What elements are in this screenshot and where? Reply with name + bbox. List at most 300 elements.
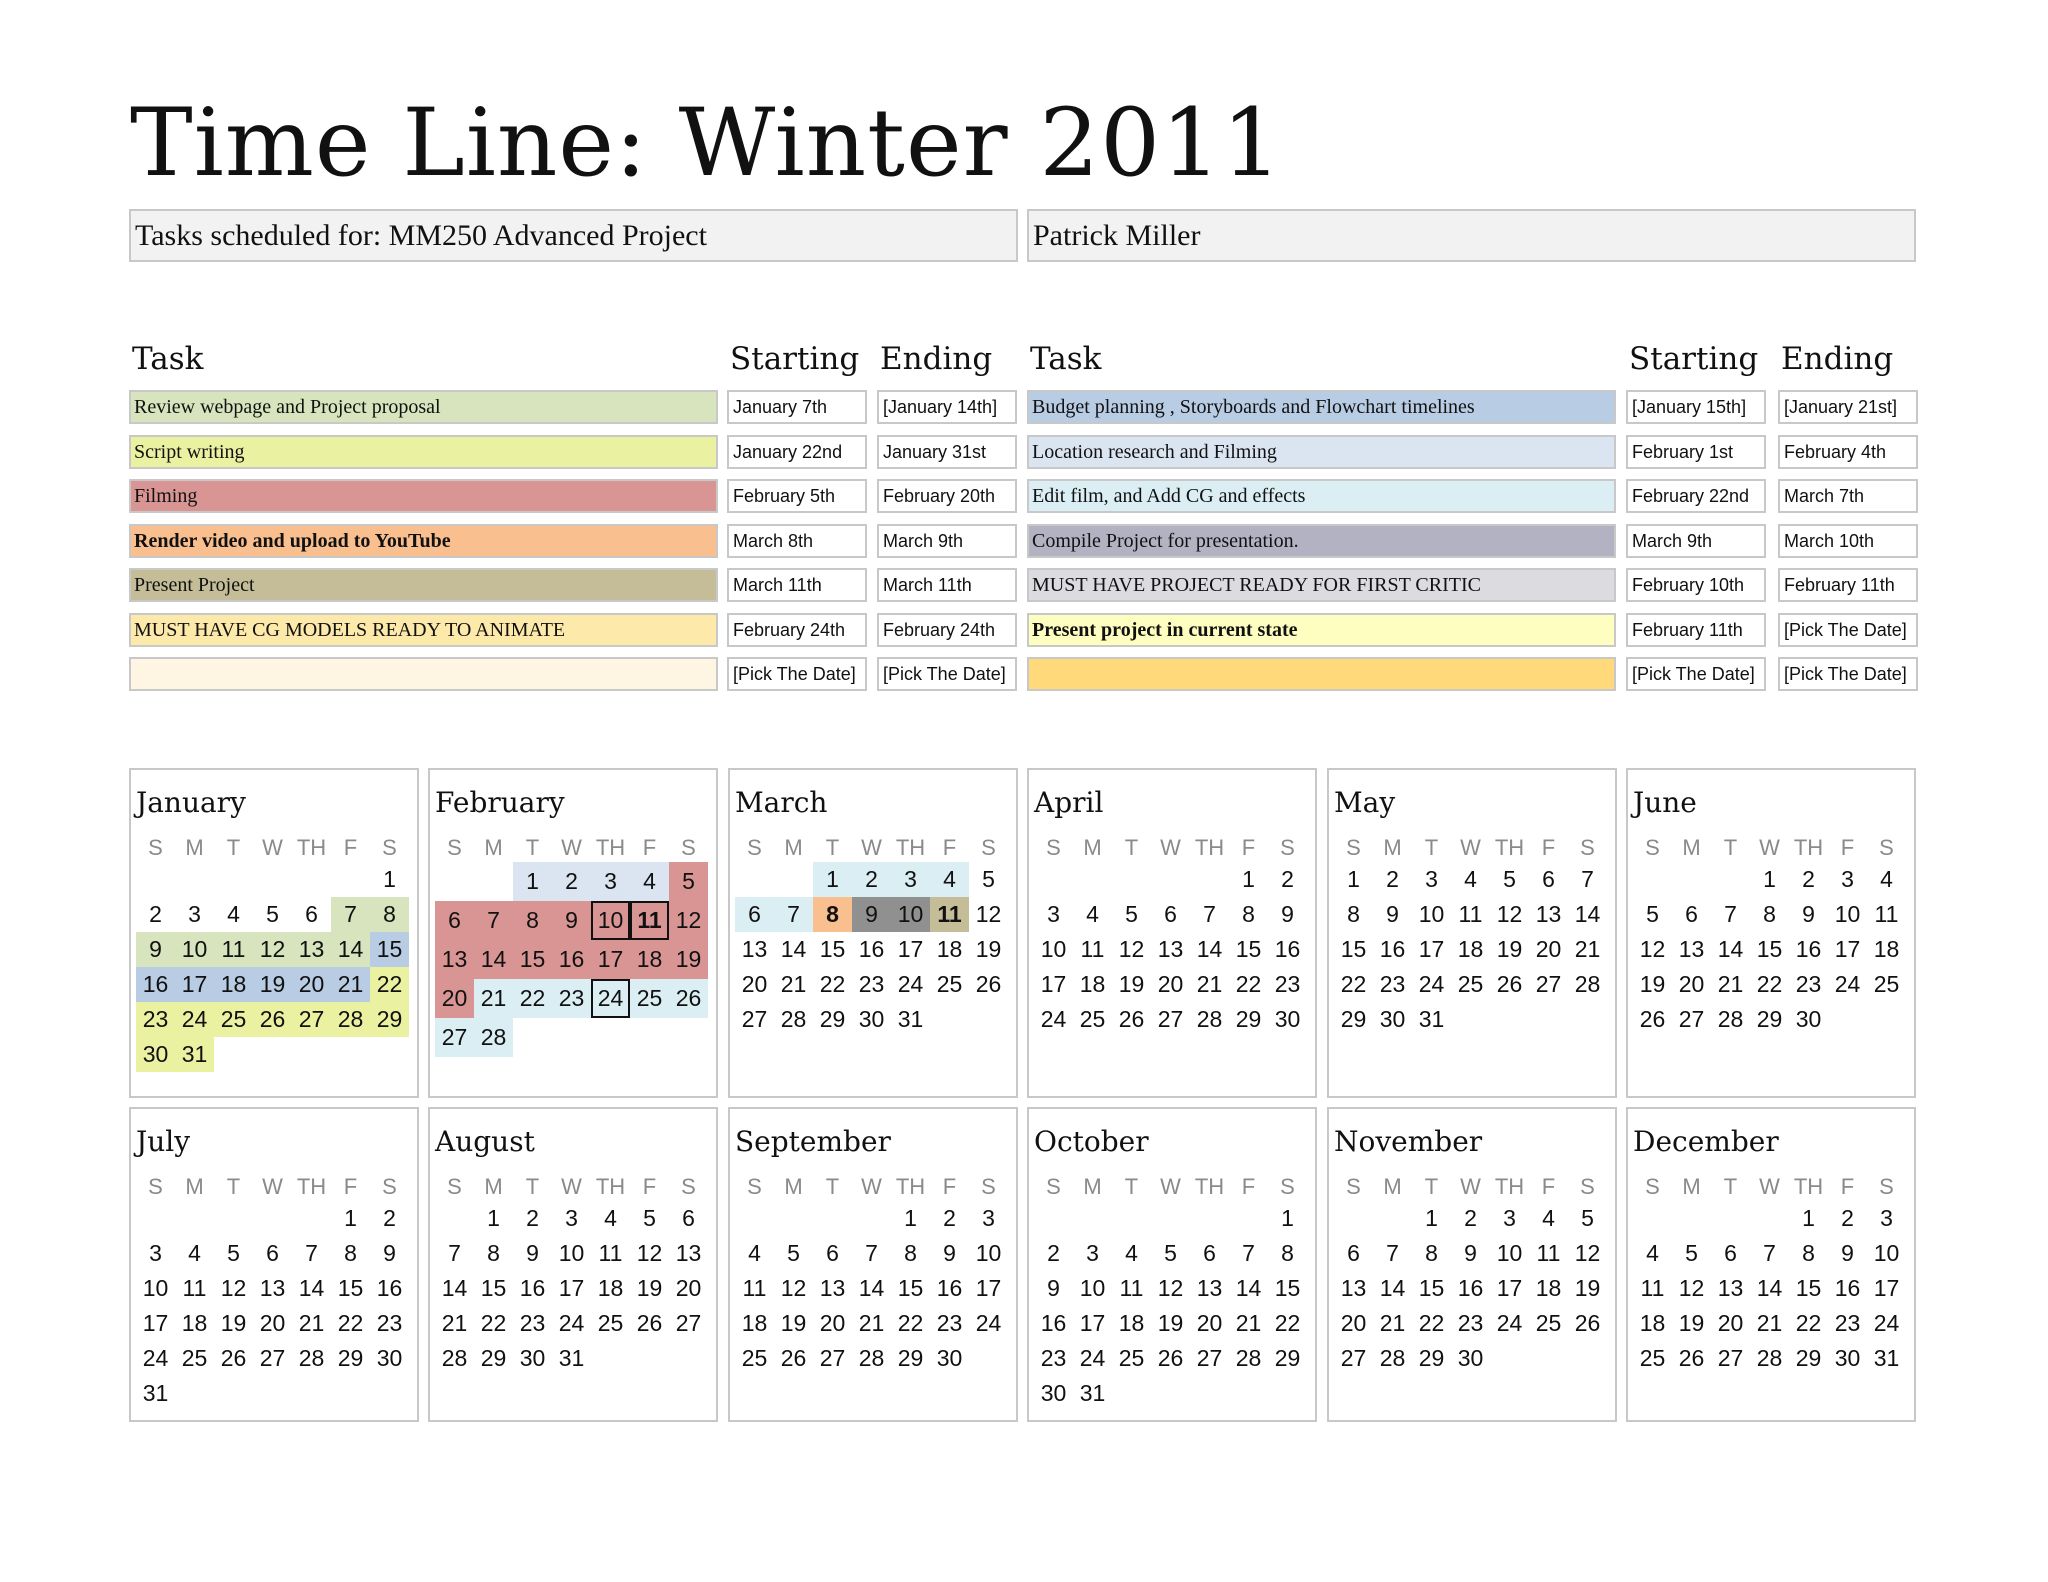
day-cell[interactable]: 25	[1079, 1006, 1106, 1032]
day-cell[interactable]: 25	[597, 1310, 624, 1336]
day-cell[interactable]: 2	[943, 1205, 956, 1231]
day-cell[interactable]: 15	[480, 1275, 507, 1301]
day-cell[interactable]: 21	[1574, 936, 1601, 962]
day-cell[interactable]: 1	[344, 1205, 357, 1231]
day-cell[interactable]: 15	[819, 936, 846, 962]
day-cell[interactable]: 7	[1242, 1240, 1255, 1266]
day-cell[interactable]: 19	[780, 1310, 807, 1336]
day-cell[interactable]: 8	[1281, 1240, 1294, 1266]
day-cell[interactable]: 7	[474, 901, 513, 940]
day-cell[interactable]: 2	[1047, 1240, 1060, 1266]
day-cell[interactable]: 17	[1079, 1310, 1106, 1336]
day-cell[interactable]: 27	[1340, 1345, 1367, 1371]
start-date-field-left[interactable]: February 24th	[727, 613, 867, 647]
task-field-right[interactable]: Present project in current state	[1027, 613, 1616, 647]
day-cell[interactable]: 12	[1118, 936, 1145, 962]
day-cell[interactable]: 20	[1340, 1310, 1367, 1336]
day-cell[interactable]: 28	[858, 1345, 885, 1371]
task-field-right[interactable]: Budget planning , Storyboards and Flowchart timelines	[1027, 390, 1616, 424]
day-cell[interactable]: 23	[552, 979, 591, 1018]
day-cell[interactable]: 24	[1834, 971, 1861, 997]
day-cell[interactable]: 21	[298, 1310, 325, 1336]
day-cell[interactable]: 17	[897, 936, 924, 962]
day-cell[interactable]: 23	[1795, 971, 1822, 997]
day-cell[interactable]: 18	[1873, 936, 1900, 962]
day-cell[interactable]: 14	[1574, 901, 1601, 927]
end-date-field-left[interactable]: [January 14th]	[877, 390, 1017, 424]
day-cell[interactable]: 23	[1274, 971, 1301, 997]
day-cell[interactable]: 11	[630, 901, 669, 940]
task-field-left[interactable]	[129, 657, 718, 691]
day-cell[interactable]: 4	[1464, 866, 1477, 892]
day-cell[interactable]: 10	[1040, 936, 1067, 962]
day-cell[interactable]: 22	[1235, 971, 1262, 997]
day-cell[interactable]: 26	[253, 1002, 292, 1037]
day-cell[interactable]: 2	[1841, 1205, 1854, 1231]
day-cell[interactable]: 4	[1125, 1240, 1138, 1266]
end-date-field-right[interactable]: [January 21st]	[1778, 390, 1918, 424]
day-cell[interactable]: 22	[819, 971, 846, 997]
day-cell[interactable]: 5	[1164, 1240, 1177, 1266]
day-cell[interactable]: 15	[1274, 1275, 1301, 1301]
day-cell[interactable]: 22	[1340, 971, 1367, 997]
day-cell[interactable]: 11	[1458, 901, 1483, 927]
day-cell[interactable]: 4	[227, 901, 240, 927]
end-date-field-right[interactable]: February 4th	[1778, 435, 1918, 469]
day-cell[interactable]: 22	[513, 979, 552, 1018]
day-cell[interactable]: 4	[604, 1205, 617, 1231]
day-cell[interactable]: 16	[519, 1275, 546, 1301]
day-cell[interactable]: 5	[1581, 1205, 1594, 1231]
day-cell[interactable]: 3	[1425, 866, 1438, 892]
day-cell[interactable]: 27	[259, 1345, 286, 1371]
day-cell[interactable]: 13	[1535, 901, 1562, 927]
day-cell[interactable]: 26	[1157, 1345, 1184, 1371]
day-cell[interactable]: 18	[1079, 971, 1106, 997]
day-cell[interactable]: 14	[780, 936, 807, 962]
day-cell[interactable]: 23	[376, 1310, 403, 1336]
day-cell[interactable]: 16	[1834, 1275, 1861, 1301]
day-cell[interactable]: 8	[487, 1240, 500, 1266]
day-cell[interactable]: 30	[936, 1345, 963, 1371]
day-cell[interactable]: 31	[142, 1380, 169, 1406]
day-cell[interactable]: 10	[142, 1275, 169, 1301]
day-cell[interactable]: 14	[331, 932, 370, 967]
day-cell[interactable]: 11	[598, 1240, 623, 1266]
day-cell[interactable]: 20	[1196, 1310, 1223, 1336]
day-cell[interactable]: 31	[897, 1006, 924, 1032]
day-cell[interactable]: 22	[337, 1310, 364, 1336]
day-cell[interactable]: 16	[1379, 936, 1406, 962]
day-cell[interactable]: 15	[1235, 936, 1262, 962]
day-cell[interactable]: 26	[636, 1310, 663, 1336]
day-cell[interactable]: 10	[1418, 901, 1445, 927]
day-cell[interactable]: 28	[441, 1345, 468, 1371]
day-cell[interactable]: 18	[214, 967, 253, 1002]
course-field[interactable]: Tasks scheduled for: MM250 Advanced Project	[129, 209, 1018, 262]
day-cell[interactable]: 19	[1118, 971, 1145, 997]
day-cell[interactable]: 2	[1386, 866, 1399, 892]
day-cell[interactable]: 15	[1340, 936, 1367, 962]
day-cell[interactable]: 14	[1379, 1275, 1406, 1301]
day-cell[interactable]: 10	[1496, 1240, 1523, 1266]
day-cell[interactable]: 30	[1274, 1006, 1301, 1032]
day-cell[interactable]: 11	[182, 1275, 207, 1301]
task-field-right[interactable]: Edit film, and Add CG and effects	[1027, 479, 1616, 513]
day-cell[interactable]: 24	[1873, 1310, 1900, 1336]
day-cell[interactable]: 9	[1281, 901, 1294, 927]
day-cell[interactable]: 29	[1274, 1345, 1301, 1371]
day-cell[interactable]: 27	[1157, 1006, 1184, 1032]
day-cell[interactable]: 9	[383, 1240, 396, 1266]
day-cell[interactable]: 19	[1496, 936, 1523, 962]
day-cell[interactable]: 29	[480, 1345, 507, 1371]
day-cell[interactable]: 28	[1379, 1345, 1406, 1371]
day-cell[interactable]: 22	[480, 1310, 507, 1336]
day-cell[interactable]: 15	[1795, 1275, 1822, 1301]
day-cell[interactable]: 28	[1196, 1006, 1223, 1032]
day-cell[interactable]: 7	[1203, 901, 1216, 927]
day-cell[interactable]: 15	[370, 932, 409, 967]
day-cell[interactable]: 1	[1425, 1205, 1438, 1231]
day-cell[interactable]: 24	[558, 1310, 585, 1336]
day-cell[interactable]: 21	[1379, 1310, 1406, 1336]
start-date-field-right[interactable]: February 1st	[1626, 435, 1766, 469]
start-date-field-right[interactable]: [January 15th]	[1626, 390, 1766, 424]
day-cell[interactable]: 12	[253, 932, 292, 967]
day-cell[interactable]: 4	[1880, 866, 1893, 892]
day-cell[interactable]: 27	[1196, 1345, 1223, 1371]
day-cell[interactable]: 12	[1639, 936, 1666, 962]
day-cell[interactable]: 3	[591, 862, 630, 901]
start-date-field-left[interactable]: March 11th	[727, 568, 867, 602]
day-cell[interactable]: 26	[1678, 1345, 1705, 1371]
day-cell[interactable]: 20	[1717, 1310, 1744, 1336]
day-cell[interactable]: 17	[558, 1275, 585, 1301]
day-cell[interactable]: 1	[487, 1205, 500, 1231]
end-date-field-right[interactable]: March 10th	[1778, 524, 1918, 558]
day-cell[interactable]: 25	[1639, 1345, 1666, 1371]
day-cell[interactable]: 22	[1274, 1310, 1301, 1336]
day-cell[interactable]: 5	[787, 1240, 800, 1266]
day-cell[interactable]: 29	[337, 1345, 364, 1371]
day-cell[interactable]: 1	[904, 1205, 917, 1231]
day-cell[interactable]: 19	[1574, 1275, 1601, 1301]
day-cell[interactable]: 19	[975, 936, 1002, 962]
end-date-field-right[interactable]: February 11th	[1778, 568, 1918, 602]
end-date-field-right[interactable]: [Pick The Date]	[1778, 657, 1918, 691]
day-cell[interactable]: 1	[1763, 866, 1776, 892]
start-date-field-right[interactable]: March 9th	[1626, 524, 1766, 558]
day-cell[interactable]: 31	[558, 1345, 585, 1371]
day-cell[interactable]: 5	[982, 866, 995, 892]
task-field-left[interactable]: MUST HAVE CG MODELS READY TO ANIMATE	[129, 613, 718, 647]
day-cell[interactable]: 16	[1457, 1275, 1484, 1301]
day-cell[interactable]: 23	[858, 971, 885, 997]
day-cell[interactable]: 11	[1536, 1240, 1561, 1266]
day-cell[interactable]: 14	[1196, 936, 1223, 962]
day-cell[interactable]: 22	[1418, 1310, 1445, 1336]
day-cell[interactable]: 2	[1464, 1205, 1477, 1231]
day-cell[interactable]: 21	[474, 979, 513, 1018]
day-cell[interactable]: 7	[1724, 901, 1737, 927]
day-cell[interactable]: 27	[819, 1345, 846, 1371]
day-cell[interactable]: 13	[675, 1240, 702, 1266]
day-cell[interactable]: 19	[1639, 971, 1666, 997]
day-cell[interactable]: 24	[175, 1002, 214, 1037]
day-cell[interactable]: 1	[1242, 866, 1255, 892]
day-cell[interactable]: 22	[370, 967, 409, 1002]
day-cell[interactable]: 4	[188, 1240, 201, 1266]
day-cell[interactable]: 21	[1196, 971, 1223, 997]
day-cell[interactable]: 12	[780, 1275, 807, 1301]
day-cell[interactable]: 15	[513, 940, 552, 979]
day-cell[interactable]: 13	[1157, 936, 1184, 962]
day-cell[interactable]: 25	[1535, 1310, 1562, 1336]
day-cell[interactable]: 10	[175, 932, 214, 967]
task-field-left[interactable]: Render video and upload to YouTube	[129, 524, 718, 558]
day-cell[interactable]: 17	[591, 940, 630, 979]
day-cell[interactable]: 8	[1242, 901, 1255, 927]
day-cell[interactable]: 20	[675, 1275, 702, 1301]
day-cell[interactable]: 19	[220, 1310, 247, 1336]
day-cell[interactable]: 8	[904, 1240, 917, 1266]
day-cell[interactable]: 13	[435, 940, 474, 979]
day-cell[interactable]: 24	[1418, 971, 1445, 997]
day-cell[interactable]: 16	[936, 1275, 963, 1301]
day-cell[interactable]: 4	[930, 862, 969, 897]
day-cell[interactable]: 20	[435, 979, 474, 1018]
day-cell[interactable]: 8	[1347, 901, 1360, 927]
end-date-field-left[interactable]: January 31st	[877, 435, 1017, 469]
day-cell[interactable]: 6	[1164, 901, 1177, 927]
day-cell[interactable]: 24	[591, 979, 630, 1018]
day-cell[interactable]: 29	[819, 1006, 846, 1032]
day-cell[interactable]: 8	[370, 897, 409, 932]
day-cell[interactable]: 23	[1834, 1310, 1861, 1336]
day-cell[interactable]: 26	[669, 979, 708, 1018]
day-cell[interactable]: 6	[1542, 866, 1555, 892]
day-cell[interactable]: 30	[136, 1037, 175, 1072]
day-cell[interactable]: 17	[975, 1275, 1002, 1301]
day-cell[interactable]: 21	[1235, 1310, 1262, 1336]
day-cell[interactable]: 9	[136, 932, 175, 967]
day-cell[interactable]: 22	[897, 1310, 924, 1336]
end-date-field-left[interactable]: [Pick The Date]	[877, 657, 1017, 691]
day-cell[interactable]: 29	[1235, 1006, 1262, 1032]
day-cell[interactable]: 12	[1678, 1275, 1705, 1301]
day-cell[interactable]: 7	[774, 897, 813, 932]
day-cell[interactable]: 5	[227, 1240, 240, 1266]
day-cell[interactable]: 25	[1457, 971, 1484, 997]
day-cell[interactable]: 17	[1040, 971, 1067, 997]
day-cell[interactable]: 25	[630, 979, 669, 1018]
day-cell[interactable]: 28	[331, 1002, 370, 1037]
day-cell[interactable]: 9	[1386, 901, 1399, 927]
start-date-field-left[interactable]: [Pick The Date]	[727, 657, 867, 691]
day-cell[interactable]: 28	[1235, 1345, 1262, 1371]
day-cell[interactable]: 1	[513, 862, 552, 901]
day-cell[interactable]: 30	[519, 1345, 546, 1371]
day-cell[interactable]: 9	[1802, 901, 1815, 927]
day-cell[interactable]: 18	[1535, 1275, 1562, 1301]
day-cell[interactable]: 3	[149, 1240, 162, 1266]
day-cell[interactable]: 19	[1157, 1310, 1184, 1336]
day-cell[interactable]: 3	[982, 1205, 995, 1231]
day-cell[interactable]: 11	[214, 932, 253, 967]
day-cell[interactable]: 8	[513, 901, 552, 940]
day-cell[interactable]: 24	[897, 971, 924, 997]
day-cell[interactable]: 8	[1763, 901, 1776, 927]
day-cell[interactable]: 11	[1080, 936, 1105, 962]
day-cell[interactable]: 30	[1795, 1006, 1822, 1032]
day-cell[interactable]: 3	[1047, 901, 1060, 927]
day-cell[interactable]: 9	[852, 897, 891, 932]
day-cell[interactable]: 10	[975, 1240, 1002, 1266]
day-cell[interactable]: 9	[552, 901, 591, 940]
day-cell[interactable]: 23	[1457, 1310, 1484, 1336]
day-cell[interactable]: 30	[1834, 1345, 1861, 1371]
day-cell[interactable]: 28	[298, 1345, 325, 1371]
day-cell[interactable]: 3	[565, 1205, 578, 1231]
day-cell[interactable]: 8	[344, 1240, 357, 1266]
day-cell[interactable]: 15	[897, 1275, 924, 1301]
day-cell[interactable]: 31	[1418, 1006, 1445, 1032]
day-cell[interactable]: 13	[741, 936, 768, 962]
end-date-field-left[interactable]: February 24th	[877, 613, 1017, 647]
day-cell[interactable]: 15	[1756, 936, 1783, 962]
day-cell[interactable]: 5	[1685, 1240, 1698, 1266]
day-cell[interactable]: 16	[1040, 1310, 1067, 1336]
day-cell[interactable]: 25	[936, 971, 963, 997]
day-cell[interactable]: 18	[741, 1310, 768, 1336]
day-cell[interactable]: 7	[305, 1240, 318, 1266]
day-cell[interactable]: 13	[1717, 1275, 1744, 1301]
task-field-left[interactable]: Script writing	[129, 435, 718, 469]
day-cell[interactable]: 13	[819, 1275, 846, 1301]
day-cell[interactable]: 5	[1125, 901, 1138, 927]
day-cell[interactable]: 9	[1464, 1240, 1477, 1266]
day-cell[interactable]: 7	[1386, 1240, 1399, 1266]
day-cell[interactable]: 30	[1040, 1380, 1067, 1406]
day-cell[interactable]: 5	[1503, 866, 1516, 892]
day-cell[interactable]: 8	[1425, 1240, 1438, 1266]
start-date-field-right[interactable]: [Pick The Date]	[1626, 657, 1766, 691]
day-cell[interactable]: 20	[1678, 971, 1705, 997]
day-cell[interactable]: 14	[858, 1275, 885, 1301]
day-cell[interactable]: 12	[1157, 1275, 1184, 1301]
day-cell[interactable]: 5	[266, 901, 279, 927]
day-cell[interactable]: 17	[142, 1310, 169, 1336]
day-cell[interactable]: 12	[220, 1275, 247, 1301]
day-cell[interactable]: 4	[1086, 901, 1099, 927]
day-cell[interactable]: 8	[813, 897, 852, 932]
day-cell[interactable]: 6	[435, 901, 474, 940]
day-cell[interactable]: 25	[181, 1345, 208, 1371]
end-date-field-left[interactable]: February 20th	[877, 479, 1017, 513]
day-cell[interactable]: 13	[1340, 1275, 1367, 1301]
day-cell[interactable]: 16	[1274, 936, 1301, 962]
day-cell[interactable]: 2	[149, 901, 162, 927]
day-cell[interactable]: 1	[1802, 1205, 1815, 1231]
day-cell[interactable]: 31	[1873, 1345, 1900, 1371]
day-cell[interactable]: 21	[858, 1310, 885, 1336]
day-cell[interactable]: 19	[636, 1275, 663, 1301]
day-cell[interactable]: 23	[136, 1002, 175, 1037]
start-date-field-left[interactable]: January 7th	[727, 390, 867, 424]
task-field-left[interactable]: Review webpage and Project proposal	[129, 390, 718, 424]
day-cell[interactable]: 26	[1118, 1006, 1145, 1032]
day-cell[interactable]: 18	[181, 1310, 208, 1336]
day-cell[interactable]: 16	[136, 967, 175, 1002]
day-cell[interactable]: 24	[142, 1345, 169, 1371]
day-cell[interactable]: 30	[1457, 1345, 1484, 1371]
day-cell[interactable]: 8	[1802, 1240, 1815, 1266]
day-cell[interactable]: 25	[1873, 971, 1900, 997]
day-cell[interactable]: 15	[337, 1275, 364, 1301]
day-cell[interactable]: 12	[1574, 1240, 1601, 1266]
start-date-field-left[interactable]: January 22nd	[727, 435, 867, 469]
day-cell[interactable]: 16	[376, 1275, 403, 1301]
start-date-field-right[interactable]: February 22nd	[1626, 479, 1766, 513]
day-cell[interactable]: 30	[858, 1006, 885, 1032]
day-cell[interactable]: 2	[526, 1205, 539, 1231]
task-field-right[interactable]: Location research and Filming	[1027, 435, 1616, 469]
day-cell[interactable]: 4	[1646, 1240, 1659, 1266]
day-cell[interactable]: 16	[858, 936, 885, 962]
day-cell[interactable]: 29	[1795, 1345, 1822, 1371]
day-cell[interactable]: 23	[936, 1310, 963, 1336]
day-cell[interactable]: 27	[1535, 971, 1562, 997]
day-cell[interactable]: 22	[1795, 1310, 1822, 1336]
day-cell[interactable]: 1	[1347, 866, 1360, 892]
day-cell[interactable]: 21	[441, 1310, 468, 1336]
day-cell[interactable]: 14	[474, 940, 513, 979]
day-cell[interactable]: 3	[1880, 1205, 1893, 1231]
day-cell[interactable]: 18	[597, 1275, 624, 1301]
day-cell[interactable]: 29	[1340, 1006, 1367, 1032]
day-cell[interactable]: 20	[259, 1310, 286, 1336]
day-cell[interactable]: 23	[1040, 1345, 1067, 1371]
day-cell[interactable]: 6	[682, 1205, 695, 1231]
day-cell[interactable]: 2	[1281, 866, 1294, 892]
day-cell[interactable]: 29	[370, 1002, 409, 1037]
day-cell[interactable]: 18	[1639, 1310, 1666, 1336]
day-cell[interactable]: 9	[526, 1240, 539, 1266]
task-field-right[interactable]	[1027, 657, 1616, 691]
day-cell[interactable]: 31	[175, 1037, 214, 1072]
day-cell[interactable]: 6	[266, 1240, 279, 1266]
student-name-field[interactable]: Patrick Miller	[1027, 209, 1916, 262]
day-cell[interactable]: 30	[376, 1345, 403, 1371]
end-date-field-left[interactable]: March 11th	[877, 568, 1017, 602]
day-cell[interactable]: 10	[1079, 1275, 1106, 1301]
day-cell[interactable]: 20	[741, 971, 768, 997]
day-cell[interactable]: 21	[1756, 1310, 1783, 1336]
day-cell[interactable]: 25	[214, 1002, 253, 1037]
day-cell[interactable]: 4	[1542, 1205, 1555, 1231]
day-cell[interactable]: 27	[435, 1018, 474, 1057]
day-cell[interactable]: 28	[780, 1006, 807, 1032]
day-cell[interactable]: 14	[1235, 1275, 1262, 1301]
day-cell[interactable]: 19	[253, 967, 292, 1002]
day-cell[interactable]: 11	[930, 897, 969, 932]
day-cell[interactable]: 17	[1873, 1275, 1900, 1301]
start-date-field-left[interactable]: February 5th	[727, 479, 867, 513]
day-cell[interactable]: 11	[742, 1275, 767, 1301]
day-cell[interactable]: 6	[1347, 1240, 1360, 1266]
day-cell[interactable]: 28	[1717, 1006, 1744, 1032]
